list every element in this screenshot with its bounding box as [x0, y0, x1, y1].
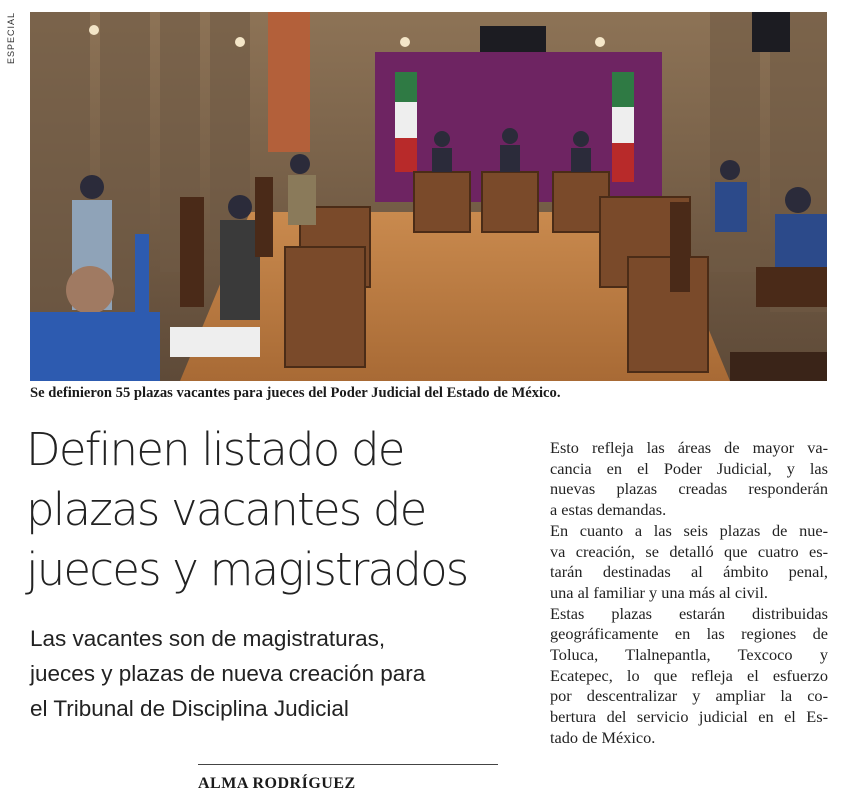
byline: ALMA RODRÍGUEZ: [198, 775, 356, 792]
body-line: por descentralizar y ampliar la co-: [550, 686, 828, 706]
subheadline-line: Las vacantes son de magistraturas,: [30, 626, 386, 651]
headline-line: Definen listado de: [26, 423, 404, 476]
body-line: En cuanto a las seis plazas de nue-: [550, 520, 828, 540]
body-line: geográficamente en las regiones de: [550, 624, 828, 644]
headline: [26, 420, 516, 600]
headline-line: jueces y magistrados: [26, 543, 468, 596]
subheadline-line: jueces y plazas de nueva creación para: [30, 661, 426, 686]
body-line: a estas demandas.: [550, 500, 667, 520]
paragraph: [528, 521, 828, 604]
byline-divider: [198, 764, 498, 765]
photo-credit-text: ESPECIAL: [6, 11, 16, 64]
article-body: [528, 438, 828, 749]
body-line: Esto refleja las áreas de mayor va-: [550, 438, 828, 457]
photo-credit: [6, 11, 26, 74]
body-line: tarán destinadas al ámbito penal,: [550, 562, 828, 582]
body-line: nuevas plazas creadas responderán: [550, 479, 828, 499]
body-line: una al familiar y una más al civil.: [550, 582, 768, 602]
photo-caption: Se definieron 55 plazas vacantes para jueces del Poder Judicial del Estado de México.: [30, 385, 561, 401]
article-photo: [30, 12, 827, 381]
body-line: bertura del servicio judicial en el Es-: [550, 707, 828, 727]
headline-line: plazas vacantes de: [26, 483, 426, 536]
body-line: Toluca, Tlalnepantla, Texcoco y: [550, 645, 828, 665]
subheadline-line: el Tribunal de Disciplina Judicial: [30, 696, 349, 721]
paragraph: [528, 604, 828, 749]
body-line: Ecatepec, lo que refleja el esfuerzo: [550, 665, 828, 685]
subheadline: [30, 621, 505, 726]
paragraph: [528, 438, 828, 521]
body-line: cancia en el Poder Judicial, y las: [550, 458, 828, 478]
courtroom-illustration: [30, 12, 827, 381]
body-line: va creación, se detalló que cuatro es-: [550, 541, 828, 561]
body-line: tado de México.: [550, 727, 656, 747]
body-line: Estas plazas estarán distribuidas: [550, 603, 828, 623]
